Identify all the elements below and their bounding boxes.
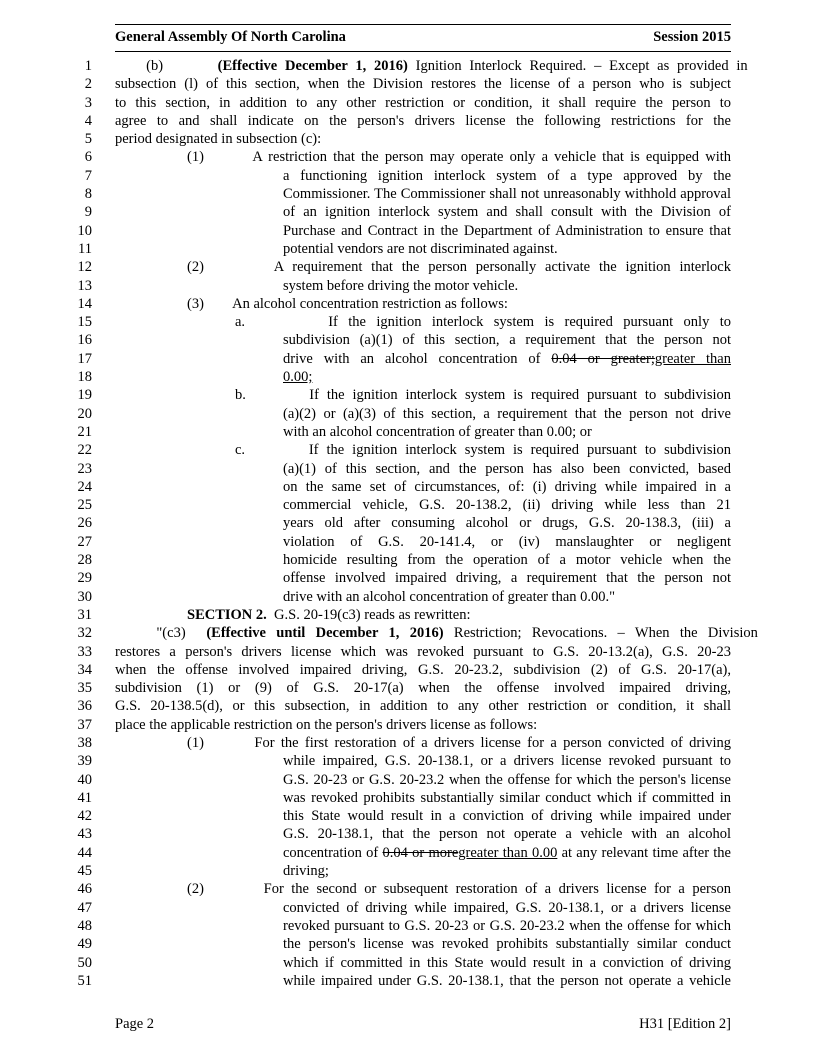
text-line bbox=[0, 679, 816, 697]
line-number: 4 bbox=[84, 112, 92, 129]
text-line bbox=[0, 460, 816, 478]
text-line bbox=[0, 94, 816, 112]
line-number: 50 bbox=[77, 954, 92, 971]
line-text bbox=[187, 734, 731, 752]
text-line bbox=[0, 130, 816, 148]
line-number: 31 bbox=[77, 606, 92, 623]
line-number: 41 bbox=[77, 789, 92, 806]
inserted-text: 0.00; bbox=[283, 369, 313, 386]
text-run: drive with an alcohol concentration of bbox=[283, 350, 552, 367]
text-run: b. If the ignition interlock system is required pursuant to subdivision bbox=[235, 387, 731, 404]
text-run: G.S. 20-19(c3) reads as rewritten: bbox=[266, 606, 471, 623]
line-number: 49 bbox=[77, 936, 92, 953]
header-assembly-title: General Assembly Of North Carolina bbox=[115, 29, 346, 45]
line-number: 8 bbox=[84, 186, 92, 203]
text-line bbox=[0, 478, 816, 496]
text-line bbox=[0, 862, 816, 880]
text-line bbox=[0, 807, 816, 825]
line-text bbox=[283, 423, 592, 441]
text-line bbox=[0, 661, 816, 679]
line-number: 12 bbox=[77, 259, 92, 276]
line-text bbox=[187, 295, 508, 313]
line-number: 14 bbox=[77, 295, 92, 312]
line-number: 33 bbox=[77, 643, 92, 660]
line-text bbox=[283, 533, 731, 551]
text-line bbox=[0, 954, 816, 972]
line-text bbox=[115, 94, 731, 112]
text-run: (b) bbox=[115, 58, 218, 74]
line-text bbox=[283, 752, 731, 770]
text-run: G.S. 20-138.5(d), or this subsection, in addition to any other restriction or condition, it shall bbox=[115, 698, 731, 715]
line-number: 15 bbox=[77, 314, 92, 331]
text-run: "(c3) bbox=[115, 625, 207, 642]
line-number: 42 bbox=[77, 808, 92, 825]
text-line bbox=[0, 716, 816, 734]
text-run: was revoked prohibits substantially similar conduct which if committed in bbox=[283, 789, 731, 806]
line-number: 51 bbox=[77, 972, 92, 989]
line-text bbox=[115, 112, 731, 130]
line-number: 47 bbox=[77, 899, 92, 916]
text-line bbox=[0, 972, 816, 990]
text-line bbox=[0, 57, 816, 75]
text-line bbox=[0, 441, 816, 459]
header-top-rule bbox=[115, 24, 731, 25]
line-number: 46 bbox=[77, 881, 92, 898]
text-line bbox=[0, 496, 816, 514]
line-text bbox=[187, 148, 731, 166]
text-line bbox=[0, 752, 816, 770]
line-text bbox=[283, 460, 731, 478]
text-run: subdivision (1) or (9) of G.S. 20-17(a) when the offense involved impaired driving, bbox=[115, 680, 731, 697]
line-number: 26 bbox=[77, 515, 92, 532]
text-run: with an alcohol concentration of greater than 0.00; or bbox=[283, 423, 592, 440]
text-run: period designated in subsection (c): bbox=[115, 131, 322, 148]
line-number: 32 bbox=[77, 625, 92, 642]
text-line bbox=[0, 350, 816, 368]
line-text bbox=[283, 240, 558, 258]
bold-text: SECTION 2. bbox=[187, 606, 267, 623]
line-text bbox=[283, 935, 731, 953]
text-run: of an ignition interlock system and shall consult with the Division of bbox=[283, 204, 731, 221]
text-run: Purchase and Contract in the Department of Administration to ensure that bbox=[283, 222, 731, 239]
text-line bbox=[0, 185, 816, 203]
text-line bbox=[0, 569, 816, 587]
line-text bbox=[115, 57, 748, 75]
line-text bbox=[283, 185, 731, 203]
line-number: 37 bbox=[77, 716, 92, 733]
line-number: 40 bbox=[77, 771, 92, 788]
line-text bbox=[283, 277, 518, 295]
text-run: (3) An alcohol concentration restriction as follows: bbox=[187, 295, 508, 312]
text-line bbox=[0, 167, 816, 185]
text-line bbox=[0, 75, 816, 93]
line-text bbox=[283, 405, 731, 423]
line-text bbox=[283, 588, 615, 606]
text-run: system before driving the motor vehicle. bbox=[283, 277, 519, 294]
deleted-text: 0.04 or greater; bbox=[551, 350, 655, 367]
footer-page-number: Page 2 bbox=[115, 1016, 155, 1032]
line-text bbox=[283, 807, 731, 825]
text-line bbox=[0, 258, 816, 276]
text-run: subdivision (a)(1) of this section, a requirement that the person not bbox=[283, 332, 731, 349]
line-text bbox=[187, 258, 731, 276]
line-text bbox=[187, 606, 471, 624]
text-run: homicide resulting from the operation of a motor vehicle when the bbox=[283, 552, 731, 569]
text-line bbox=[0, 386, 816, 404]
text-run: concentration of bbox=[283, 844, 383, 861]
line-text bbox=[283, 954, 731, 972]
text-run: a functioning ignition interlock system of a type approved by the bbox=[283, 167, 731, 184]
line-number: 45 bbox=[77, 863, 92, 880]
line-number: 22 bbox=[77, 442, 92, 459]
text-line bbox=[0, 606, 816, 624]
line-text bbox=[115, 697, 731, 715]
text-line bbox=[0, 917, 816, 935]
text-line bbox=[0, 313, 816, 331]
line-text bbox=[187, 880, 731, 898]
line-number: 36 bbox=[77, 698, 92, 715]
line-number: 27 bbox=[77, 533, 92, 550]
bold-text: (Effective until December 1, 2016) bbox=[206, 625, 444, 642]
line-number: 39 bbox=[77, 753, 92, 770]
line-text bbox=[283, 514, 731, 532]
line-text bbox=[283, 862, 329, 880]
line-number: 2 bbox=[84, 76, 92, 93]
line-number: 19 bbox=[77, 387, 92, 404]
text-line bbox=[0, 533, 816, 551]
line-number: 17 bbox=[77, 350, 92, 367]
header-bottom-rule bbox=[115, 51, 731, 52]
line-number: 44 bbox=[77, 844, 92, 861]
text-line bbox=[0, 624, 816, 642]
text-run: on the same set of circumstances, of: (i) driving while impaired in a bbox=[283, 478, 731, 495]
text-run: (1) For the first restoration of a drivers license for a person convicted of driving bbox=[187, 734, 731, 751]
line-number: 21 bbox=[77, 423, 92, 440]
line-text bbox=[115, 679, 731, 697]
text-line bbox=[0, 240, 816, 258]
text-line bbox=[0, 112, 816, 130]
line-text bbox=[283, 496, 731, 514]
text-run: which if committed in this State would result in a conviction of driving bbox=[283, 954, 731, 971]
text-run: (a)(1) of this section, and the person has also been convicted, based bbox=[283, 460, 731, 477]
line-number: 7 bbox=[84, 167, 92, 184]
inserted-text: greater than 0.00 bbox=[458, 844, 558, 861]
text-run: agree to and shall indicate on the person's drivers license the following restrictions for the bbox=[115, 112, 731, 129]
line-number: 30 bbox=[77, 588, 92, 605]
line-text bbox=[283, 478, 731, 496]
text-run: subsection (l) of this section, when the Division restores the license of a person who is subject bbox=[115, 76, 731, 93]
text-line bbox=[0, 514, 816, 532]
bill-text-body bbox=[0, 57, 816, 990]
line-number: 43 bbox=[77, 826, 92, 843]
line-number: 20 bbox=[77, 405, 92, 422]
line-text bbox=[283, 972, 731, 990]
line-number: 38 bbox=[77, 734, 92, 751]
text-line bbox=[0, 551, 816, 569]
text-line bbox=[0, 331, 816, 349]
text-run: Restriction; Revocations. – When the Division bbox=[443, 625, 758, 642]
text-run: the person's license was revoked prohibits substantially similar conduct bbox=[283, 936, 731, 953]
bold-text: (Effective December 1, 2016) bbox=[217, 58, 408, 74]
line-number: 25 bbox=[77, 497, 92, 514]
text-run: (2) For the second or subsequent restoration of a drivers license for a person bbox=[187, 881, 731, 898]
text-line bbox=[0, 825, 816, 843]
text-line bbox=[0, 771, 816, 789]
text-run: Commissioner. The Commissioner shall not unreasonably withhold approval bbox=[283, 186, 731, 203]
line-text bbox=[283, 569, 731, 587]
text-run: offense involved impaired driving, a requirement that the person not bbox=[283, 570, 731, 587]
text-run: potential vendors are not discriminated against. bbox=[283, 240, 558, 257]
text-run: G.S. 20-138.1, that the person not operate a vehicle with an alcohol bbox=[283, 826, 731, 843]
deleted-text: 0.04 or more bbox=[382, 844, 459, 861]
line-number: 34 bbox=[77, 661, 92, 678]
text-line bbox=[0, 148, 816, 166]
line-text bbox=[235, 386, 731, 404]
text-line bbox=[0, 935, 816, 953]
text-run: at any relevant time after the bbox=[557, 844, 731, 861]
line-number: 3 bbox=[84, 94, 92, 111]
text-line bbox=[0, 880, 816, 898]
line-number: 29 bbox=[77, 570, 92, 587]
text-run: a. If the ignition interlock system is required pursuant only to bbox=[235, 314, 731, 331]
text-line bbox=[0, 789, 816, 807]
line-text bbox=[283, 844, 731, 862]
line-text bbox=[283, 368, 312, 386]
line-number: 23 bbox=[77, 460, 92, 477]
line-number: 11 bbox=[78, 240, 92, 257]
line-text bbox=[283, 222, 731, 240]
line-text bbox=[283, 771, 731, 789]
line-text bbox=[283, 203, 731, 221]
text-run: while impaired under G.S. 20-138.1, that the person not operate a vehicle bbox=[283, 972, 731, 989]
line-text bbox=[115, 624, 758, 642]
text-line bbox=[0, 203, 816, 221]
text-run: Ignition Interlock Required. – Except as provided in bbox=[407, 58, 748, 74]
line-text bbox=[115, 661, 731, 679]
page-header bbox=[115, 29, 731, 49]
line-text bbox=[115, 75, 731, 93]
inserted-text: greater than bbox=[654, 350, 731, 367]
line-text bbox=[283, 899, 731, 917]
line-number: 5 bbox=[84, 131, 92, 148]
line-number: 18 bbox=[77, 369, 92, 386]
line-text bbox=[283, 825, 731, 843]
text-line bbox=[0, 643, 816, 661]
text-line bbox=[0, 588, 816, 606]
line-text bbox=[115, 643, 731, 661]
text-line bbox=[0, 277, 816, 295]
text-line bbox=[0, 697, 816, 715]
line-number: 24 bbox=[77, 478, 92, 495]
text-run: commercial vehicle, G.S. 20-138.2, (ii) driving while less than 21 bbox=[283, 497, 731, 514]
text-run: place the applicable restriction on the person's drivers license as follows: bbox=[115, 716, 538, 733]
line-number: 48 bbox=[77, 917, 92, 934]
text-run: G.S. 20-23 or G.S. 20-23.2 when the offense for which the person's license bbox=[283, 771, 731, 788]
line-text bbox=[115, 716, 537, 734]
text-run: this State would result in a conviction of driving while impaired under bbox=[283, 808, 731, 825]
text-run: to this section, in addition to any other restriction or condition, it shall require the person to bbox=[115, 94, 731, 111]
line-number: 6 bbox=[84, 149, 92, 166]
line-text bbox=[283, 350, 731, 368]
text-run: restores a person's drivers license which was revoked pursuant to G.S. 20-13.2(a), G.S. 20-23 bbox=[115, 643, 731, 660]
text-run: c. If the ignition interlock system is required pursuant to subdivision bbox=[235, 442, 731, 459]
line-text bbox=[235, 313, 731, 331]
footer-bill-edition: H31 [Edition 2] bbox=[639, 1016, 731, 1032]
text-run: when the offense involved impaired driving, G.S. 20-23.2, subdivision (2) of G.S. 20-17(a), bbox=[115, 661, 731, 678]
line-text bbox=[235, 441, 731, 459]
line-number: 1 bbox=[84, 58, 92, 74]
text-run: (a)(2) or (a)(3) of this section, a requirement that the person not drive bbox=[283, 405, 731, 422]
text-line bbox=[0, 405, 816, 423]
text-line bbox=[0, 899, 816, 917]
header-session: Session 2015 bbox=[653, 29, 731, 45]
line-text bbox=[283, 167, 731, 185]
line-text bbox=[283, 789, 731, 807]
text-run: convicted of driving while impaired, G.S. 20-138.1, or a drivers license bbox=[283, 899, 731, 916]
line-text bbox=[283, 331, 731, 349]
text-line bbox=[0, 295, 816, 313]
text-line bbox=[0, 844, 816, 862]
line-number: 9 bbox=[84, 204, 92, 221]
text-run: while impaired, G.S. 20-138.1, or a drivers license revoked pursuant to bbox=[283, 753, 731, 770]
text-line bbox=[0, 423, 816, 441]
line-number: 13 bbox=[77, 277, 92, 294]
text-line bbox=[0, 734, 816, 752]
line-text bbox=[283, 551, 731, 569]
line-number: 28 bbox=[77, 552, 92, 569]
line-number: 35 bbox=[77, 680, 92, 697]
line-number: 10 bbox=[77, 222, 92, 239]
text-run: (2) A requirement that the person personally activate the ignition interlock bbox=[187, 259, 731, 276]
text-run: violation of G.S. 20-141.4, or (iv) manslaughter or negligent bbox=[283, 533, 731, 550]
line-text bbox=[283, 917, 731, 935]
text-run: years old after consuming alcohol or drugs, G.S. 20-138.3, (iii) a bbox=[283, 515, 731, 532]
text-run: (1) A restriction that the person may operate only a vehicle that is equipped with bbox=[187, 149, 731, 166]
text-run: drive with an alcohol concentration of greater than 0.00." bbox=[283, 588, 616, 605]
text-line bbox=[0, 368, 816, 386]
text-line bbox=[0, 222, 816, 240]
line-text bbox=[115, 130, 321, 148]
line-number: 16 bbox=[77, 332, 92, 349]
text-run: driving; bbox=[283, 863, 329, 880]
text-run: revoked pursuant to G.S. 20-23 or G.S. 20-23.2 when the offense for which bbox=[283, 917, 731, 934]
